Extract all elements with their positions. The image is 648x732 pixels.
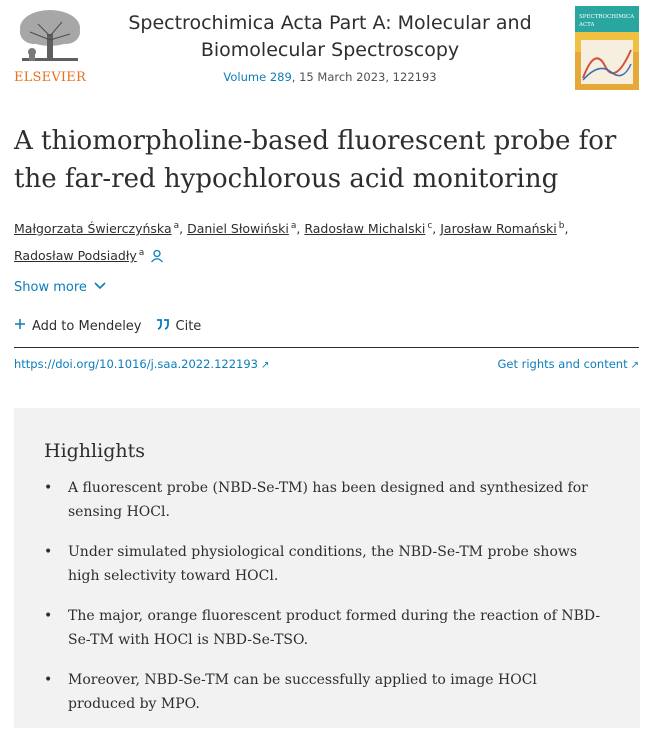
quote-icon bbox=[156, 318, 170, 334]
cover-art-icon bbox=[575, 6, 639, 90]
external-link-icon: ↗ bbox=[261, 360, 270, 371]
elsevier-tree-icon bbox=[8, 6, 92, 70]
volume-link[interactable]: Volume 289 bbox=[223, 70, 292, 84]
highlight-item bbox=[44, 540, 604, 588]
highlight-text: Moreover, NBD-Se-TM can be successfully applied to image HOCl produced by MPO. bbox=[68, 672, 537, 712]
add-to-mendeley-button[interactable] bbox=[14, 318, 142, 334]
journal-cover-image[interactable] bbox=[575, 6, 639, 90]
journal-header bbox=[0, 0, 648, 100]
doi-text: https://doi.org/10.1016/j.saa.2022.122193 bbox=[14, 357, 258, 371]
author-link[interactable]: Małgorzata Świerczyńska bbox=[14, 221, 172, 237]
author-list bbox=[14, 214, 634, 271]
highlight-text: Under simulated physiological conditions, the NBD-Se-TM probe shows high selectivity toward HOCl. bbox=[68, 544, 578, 584]
author-link[interactable]: Jarosław Romański bbox=[440, 221, 557, 237]
journal-title[interactable]: Spectrochimica Acta Part A: Molecular and Biomolecular Spectroscopy bbox=[128, 12, 532, 61]
cite-button[interactable] bbox=[156, 318, 202, 334]
affiliation-marker[interactable]: a bbox=[173, 221, 180, 231]
cover-title-text-2: ACTA bbox=[579, 22, 595, 28]
issue-date: , 15 March 2023, 122193 bbox=[291, 70, 437, 84]
rights-link[interactable] bbox=[497, 357, 639, 371]
article-actions bbox=[14, 318, 201, 334]
author-separator: , bbox=[179, 221, 188, 237]
divider bbox=[14, 347, 639, 348]
affiliation-marker[interactable]: b bbox=[558, 221, 565, 231]
article-title: A thiomorpholine-based fluorescent probe for the far-red hypochlorous acid monitoring bbox=[14, 126, 617, 194]
elsevier-logo[interactable] bbox=[8, 6, 92, 90]
highlight-text: A fluorescent probe (NBD-Se-TM) has been designed and synthesized for sensing HOCl. bbox=[68, 480, 588, 520]
author-separator: , bbox=[296, 221, 305, 237]
rights-text: Get rights and content bbox=[497, 357, 628, 371]
cover-title-text: SPECTROCHIMICA bbox=[579, 14, 635, 20]
plus-icon bbox=[14, 318, 26, 334]
author-link[interactable]: Radosław Podsiadły bbox=[14, 248, 137, 264]
bullet-icon: • bbox=[44, 544, 53, 560]
cite-label: Cite bbox=[175, 318, 202, 334]
highlight-item bbox=[44, 668, 604, 716]
author-separator: , bbox=[564, 221, 569, 237]
highlight-text: The major, orange fluorescent product formed during the reaction of NBD-Se-TM with HOCl is NBD-Se-TSO. bbox=[68, 608, 601, 648]
affiliation-marker[interactable]: a bbox=[290, 221, 297, 231]
add-to-mendeley-label: Add to Mendeley bbox=[32, 318, 142, 334]
author-link[interactable]: Daniel Słowiński bbox=[187, 221, 289, 237]
author-separator: , bbox=[432, 221, 441, 237]
show-more-button[interactable] bbox=[14, 280, 107, 295]
bullet-icon: • bbox=[44, 608, 53, 624]
show-more-label: Show more bbox=[14, 280, 87, 295]
author-link[interactable]: Radosław Michalski bbox=[304, 221, 426, 237]
highlights-list bbox=[44, 476, 604, 732]
affiliation-marker[interactable]: c bbox=[427, 221, 433, 231]
highlight-item bbox=[44, 476, 604, 524]
journal-meta bbox=[100, 70, 560, 84]
chevron-down-icon bbox=[93, 280, 107, 295]
external-link-icon: ↗ bbox=[630, 360, 639, 371]
elsevier-wordmark: ELSEVIER bbox=[14, 70, 86, 85]
affiliation-marker[interactable]: a bbox=[138, 248, 145, 259]
bullet-icon: • bbox=[44, 480, 53, 496]
doi-link[interactable] bbox=[14, 357, 269, 371]
highlights-section bbox=[14, 408, 640, 728]
corresponding-author-icon[interactable] bbox=[150, 247, 164, 271]
bullet-icon: • bbox=[44, 672, 53, 688]
highlight-item bbox=[44, 604, 604, 652]
highlights-heading: Highlights bbox=[44, 440, 145, 462]
